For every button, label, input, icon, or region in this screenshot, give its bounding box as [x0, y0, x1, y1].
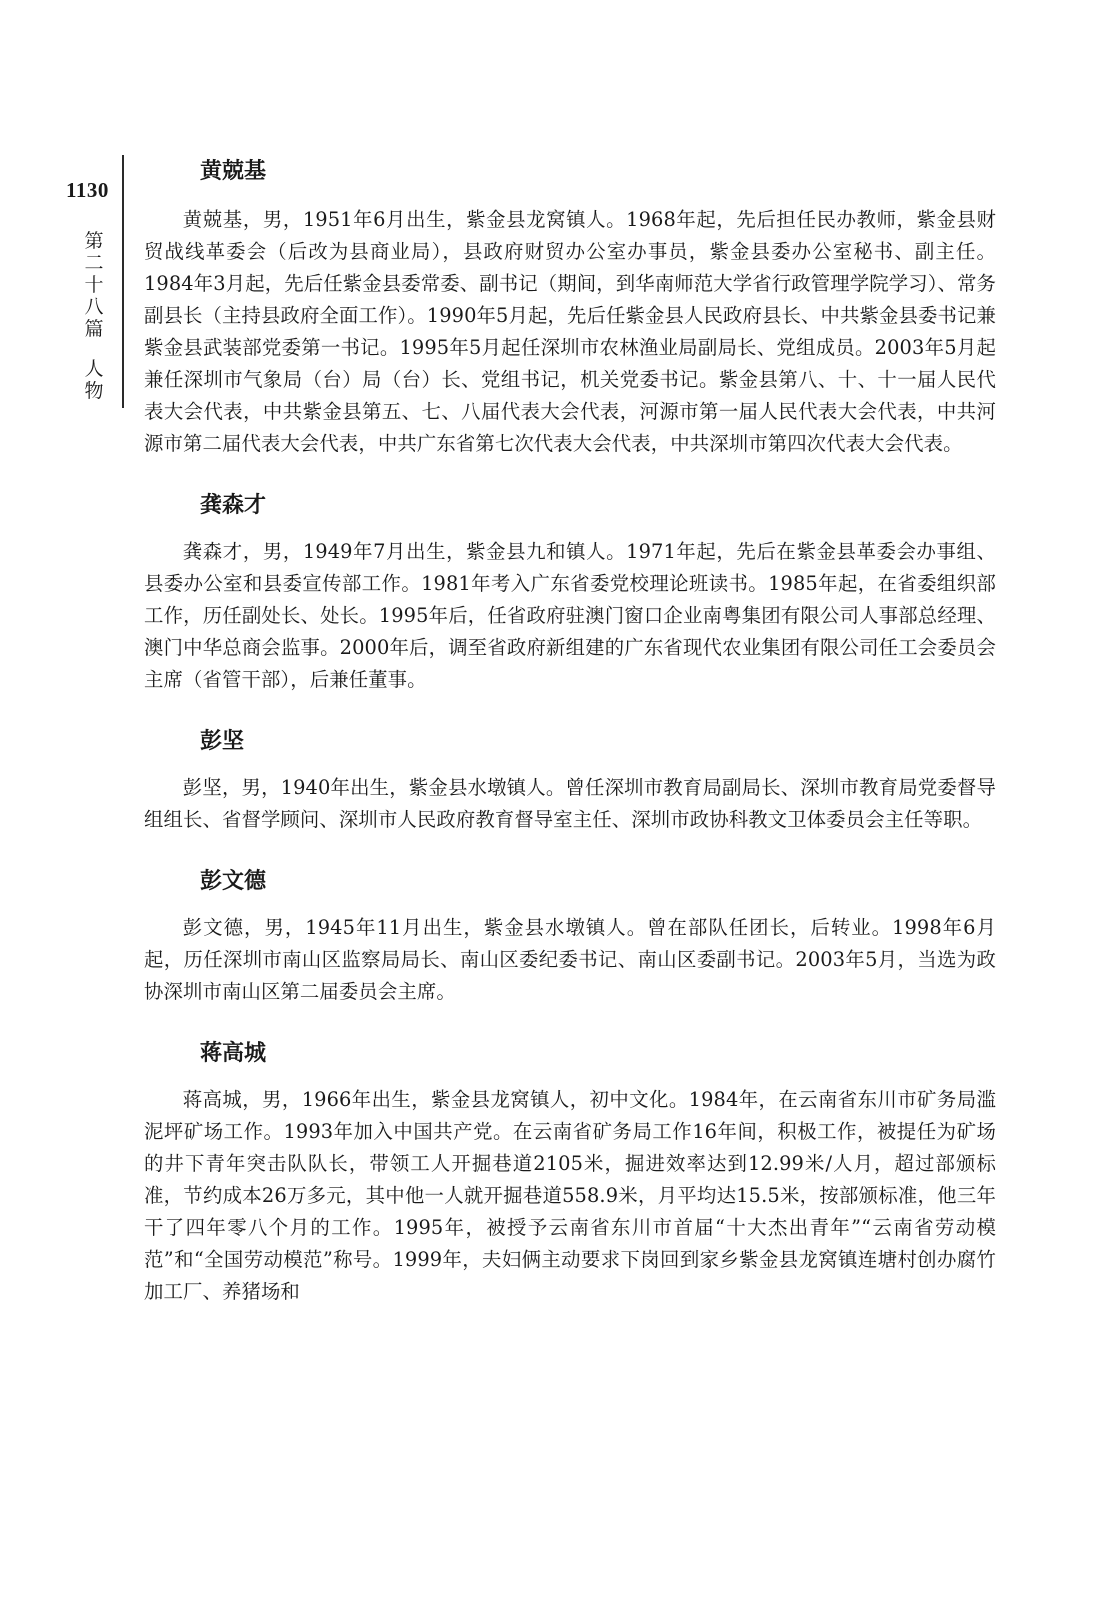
- entry-name: 彭坚: [200, 729, 245, 754]
- biography-entry: [144, 862, 996, 1008]
- section-label-gap: [82, 340, 106, 358]
- section-label-char: 第: [84, 230, 104, 252]
- entry-body: 黄兢基，男，1951年6月出生，紫金县龙窝镇人。1968年起，先后担任民办教师，紫金县财贸战线革委会（后改为县商业局），县政府财贸办公室办事员，紫金县委办公室秘书、副主任。1984年3月起，先后任紫金县委常委、副书记（期间，到华南师范大学省行政管理学院学习）、常务副县长（主持县政府全面工作）。1990年5月起，先后任紫金县人民政府县长、中共紫金县委书记兼紫金县武装部党委第一书记。1995年5月起任深圳市农林渔业局副局长、党组成员。2003年5月起兼任深圳市气象局（台）局（台）长、党组书记，机关党委书记。紫金县第八、十、十一届人民代表大会代表，中共紫金县第五、七、八届代表大会代表，河源市第一届人民代表大会代表，中共河源市第二届代表大会代表，中共广东省第七次代表大会代表，中共深圳市第四次代表大会代表。: [144, 208, 996, 455]
- entry-name: 龚森才: [200, 493, 267, 518]
- section-label-char: 人: [84, 358, 104, 380]
- section-label-char: 二: [84, 252, 104, 274]
- entry-name: 彭文德: [200, 869, 267, 894]
- biography-entry: [144, 486, 996, 696]
- entry-name: 黄兢基: [200, 159, 267, 184]
- entry-body: 彭坚，男，1940年出生，紫金县水墩镇人。曾任深圳市教育局副局长、深圳市教育局党委督导组组长、省督学顾问、深圳市人民政府教育督导室主任、深圳市政协科教文卫体委员会主任等职。: [144, 776, 996, 831]
- page-number: 1130: [66, 178, 109, 202]
- entry-name: 蒋高城: [200, 1041, 267, 1066]
- margin-rule: [122, 155, 124, 408]
- entry-body: 龚森才，男，1949年7月出生，紫金县九和镇人。1971年起，先后在紫金县革委会办事组、县委办公室和县委宣传部工作。1981年考入广东省委党校理论班读书。1985年起，在省委组织部工作，历任副处长、处长。1995年后，任省政府驻澳门窗口企业南粤集团有限公司人事部总经理、澳门中华总商会监事。2000年后，调至省政府新组建的广东省现代农业集团有限公司任工会委员会主席（省管干部），后兼任董事。: [144, 540, 996, 691]
- biography-entry: [144, 152, 996, 460]
- section-label-char: 十: [84, 274, 104, 296]
- section-label-char: 八: [84, 296, 104, 318]
- section-label: [82, 230, 106, 402]
- main-content: [144, 152, 996, 1334]
- section-label-char: 物: [84, 380, 104, 402]
- entry-body: 彭文德，男，1945年11月出生，紫金县水墩镇人。曾在部队任团长，后转业。1998年6月起，历任深圳市南山区监察局局长、南山区委纪委书记、南山区委副书记。2003年5月，当选为政协深圳市南山区第二届委员会主席。: [144, 916, 996, 1003]
- section-label-char: 篇: [84, 318, 104, 340]
- biography-entry: [144, 722, 996, 836]
- entry-body: 蒋高城，男，1966年出生，紫金县龙窝镇人，初中文化。1984年，在云南省东川市矿务局滥泥坪矿场工作。1993年加入中国共产党。在云南省矿务局工作16年间，积极工作，被提任为矿场的井下青年突击队队长，带领工人开掘巷道2105米，掘进效率达到12.99米/人月，超过部颁标准，节约成本26万多元，其中他一人就开掘巷道558.9米，月平均达15.5米，按部颁标准，他三年干了四年零八个月的工作。1995年，被授予云南省东川市首届“十大杰出青年”“云南省劳动模范”和“全国劳动模范”称号。1999年，夫妇俩主动要求下岗回到家乡紫金县龙窝镇连塘村创办腐竹加工厂、养猪场和: [144, 1088, 996, 1303]
- biography-entry: [144, 1034, 996, 1308]
